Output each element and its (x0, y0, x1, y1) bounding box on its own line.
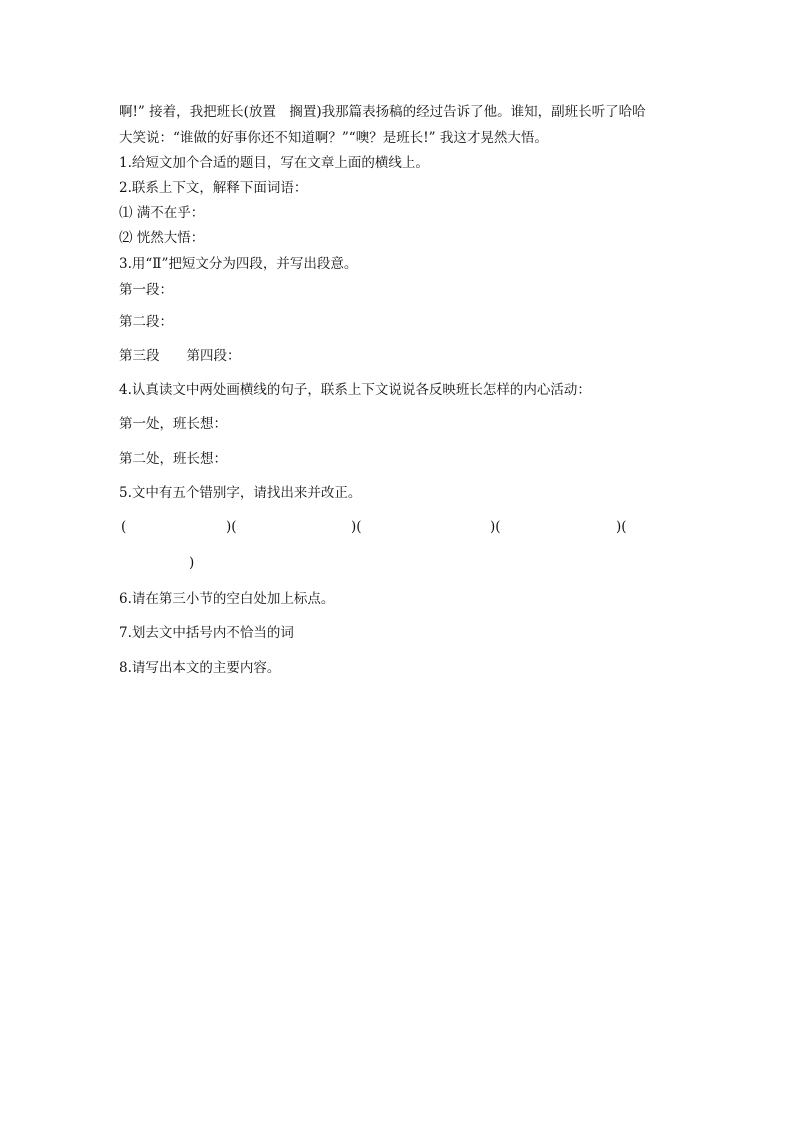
blank-paren: )( (490, 519, 501, 535)
blank-paren: )( (226, 519, 237, 535)
blank-paren: ) (189, 555, 195, 571)
question-3: 3.用“Ⅱ”把短文分为四段，并写出段意。 (119, 256, 358, 272)
passage-line-2: 大笑说：“谁做的好事你还不知道啊？”“噢？是班长!” 我这才晃然大悟。 (119, 130, 548, 146)
passage-line-1: 啊!” 接着，我把班长(放置 搁置)我那篇表扬稿的经过告诉了他。谁知，副班长听了哈哈 (119, 104, 646, 120)
question-4-item-1: 第一处，班长想： (119, 416, 227, 432)
question-3-para-1: 第一段： (119, 282, 173, 298)
question-1: 1.给短文加个合适的题目，写在文章上面的横线上。 (119, 155, 429, 171)
blank-paren: ( (121, 519, 127, 535)
question-4: 4.认真读文中两处画横线的句子，联系上下文说说各反映班长怎样的内心活动： (119, 382, 591, 398)
question-2-item-1: ⑴ 满不在乎： (119, 205, 205, 221)
question-3-para-3-4: 第三段 第四段： (119, 348, 241, 364)
blank-paren: )( (351, 519, 362, 535)
question-6: 6.请在第三小节的空白处加上标点。 (119, 591, 335, 607)
question-8: 8.请写出本文的主要内容。 (119, 660, 281, 676)
question-2-item-2: ⑵ 恍然大悟： (119, 230, 205, 246)
blank-paren: )( (616, 519, 627, 535)
question-5: 5.文中有五个错别字，请找出来并改正。 (119, 485, 362, 501)
question-3-para-2: 第二段： (119, 314, 173, 330)
question-2: 2.联系上下文，解释下面词语： (119, 180, 308, 196)
question-4-item-2: 第二处，班长想： (119, 451, 227, 467)
question-7: 7.划去文中括号内不恰当的词 (119, 625, 294, 641)
